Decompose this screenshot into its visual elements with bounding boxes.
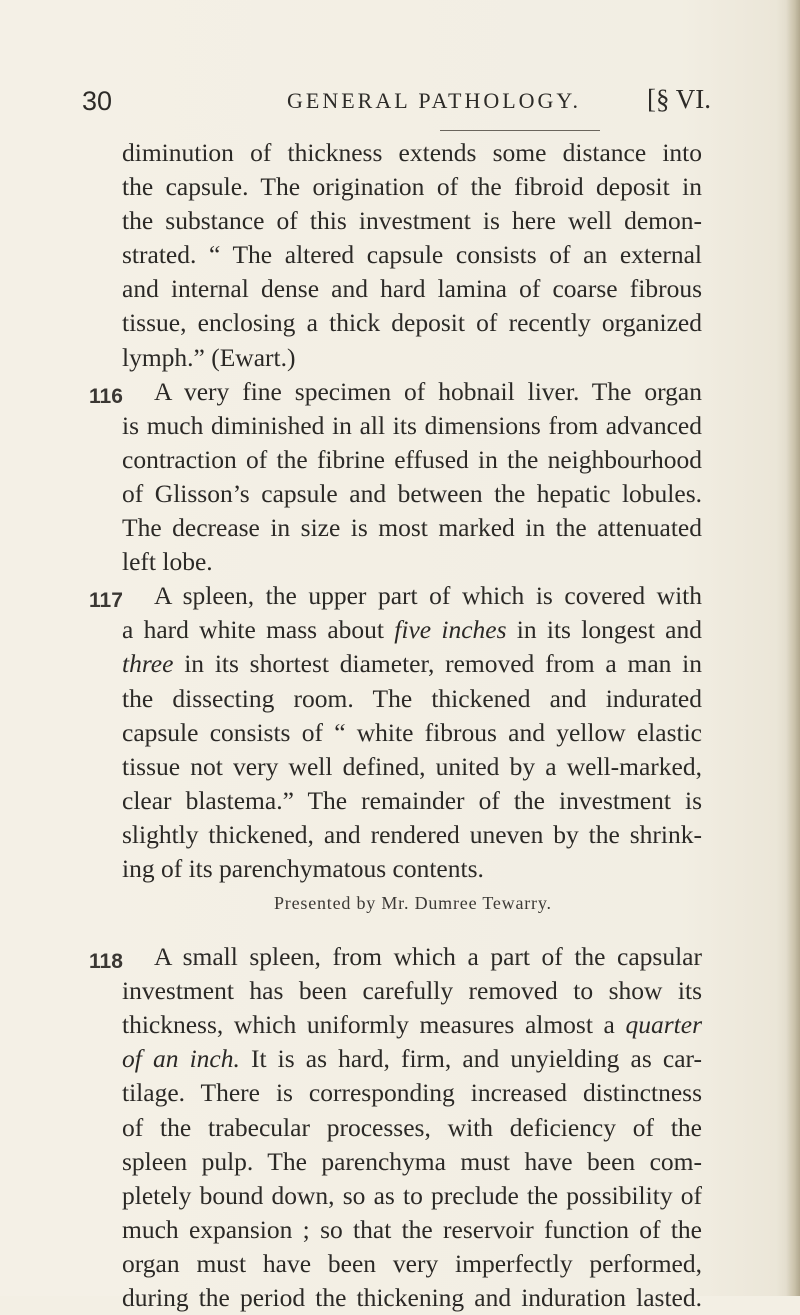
text-line — [122, 1008, 702, 1042]
text-line: A small spleen, from which a part of the capsular — [154, 942, 702, 972]
page-edge-shadow — [786, 0, 800, 1296]
entry-number: 116 — [89, 384, 123, 408]
text-line: the capsule. The origination of the fibroid deposit in — [122, 172, 702, 202]
entry-number: 118 — [89, 950, 123, 974]
body-text — [89, 136, 702, 1315]
text-line: during the period the thickening and induration lasted. — [122, 1283, 702, 1312]
text-line: spleen pulp. The parenchyma must have been com- — [122, 1146, 702, 1176]
text-line: of the trabecular processes, with deficiency of the — [122, 1112, 702, 1142]
header-rule — [440, 130, 600, 131]
donor-credit: Presented by Mr. Dumree Tewarry. — [274, 893, 552, 914]
text-line: left lobe. — [122, 547, 213, 577]
text-line — [122, 1042, 702, 1076]
text-line: of Glisson’s capsule and between the hepatic lobules. — [122, 478, 702, 508]
text-run: in its shortest diameter, removed from a man in — [173, 649, 702, 679]
italic-run: five inches — [394, 615, 507, 645]
entry-117 — [89, 579, 702, 920]
text-line: lymph.” (Ewart.) — [122, 342, 296, 372]
text-line: capsule consists of “ white fibrous and yellow elastic — [122, 717, 702, 747]
text-line: and internal dense and hard lamina of coarse fibrous — [122, 274, 702, 304]
text-run: It is as hard, firm, and unyielding as car- — [239, 1044, 702, 1074]
text-line: tissue not very well defined, united by a well-marked, — [122, 751, 702, 781]
text-run: a hard white mass about — [122, 615, 395, 645]
text-line: tilage. There is corresponding increased distinctness — [122, 1078, 702, 1108]
text-line: ing of its parenchymatous contents. — [122, 853, 484, 883]
running-title: GENERAL PATHOLOGY. — [287, 88, 581, 113]
text-line: the dissecting room. The thickened and indurated — [122, 683, 702, 713]
text-line: A spleen, the upper part of which is covered with — [154, 581, 702, 611]
entry-number: 117 — [89, 589, 123, 613]
text-run: in its longest and — [506, 615, 702, 645]
italic-run: three — [122, 649, 174, 679]
section-reference: [§ VI. — [647, 84, 711, 114]
text-line: much expansion ; so that the reservoir function of the — [122, 1214, 702, 1244]
text-line — [122, 613, 702, 647]
entry-118 — [89, 940, 702, 1315]
text-line: the substance of this investment is here well demon- — [122, 206, 702, 236]
italic-run: quarter — [625, 1010, 702, 1040]
text-line: diminution of thickness extends some distance into — [122, 138, 702, 167]
running-head — [82, 86, 722, 126]
text-line: is much diminished in all its dimensions from advanced — [122, 410, 702, 440]
text-line: clear blastema.” The remainder of the investment is — [122, 785, 702, 815]
text-line: tissue, enclosing a thick deposit of recently organized — [122, 308, 702, 338]
text-line: The decrease in size is most marked in the attenuated — [122, 513, 702, 543]
text-line: pletely bound down, so as to preclude the possibility of — [122, 1180, 702, 1210]
text-line: organ must have been very imperfectly performed, — [122, 1248, 702, 1278]
text-line: slightly thickened, and rendered uneven by the shrink- — [122, 819, 702, 849]
text-run: thickness, which uniformly measures almost a — [122, 1010, 626, 1040]
entry-116 — [89, 375, 702, 580]
text-line: A very fine specimen of hobnail liver. The organ — [154, 376, 702, 406]
continuation-paragraph — [122, 136, 702, 375]
text-line: contraction of the fibrine effused in the neighbourhood — [122, 444, 702, 474]
text-line — [122, 647, 702, 681]
italic-run: of an inch. — [122, 1044, 240, 1074]
text-line: investment has been carefully removed to show its — [122, 976, 702, 1006]
text-line: strated. “ The altered capsule consists of an external — [122, 240, 702, 270]
page-number: 30 — [82, 86, 113, 116]
